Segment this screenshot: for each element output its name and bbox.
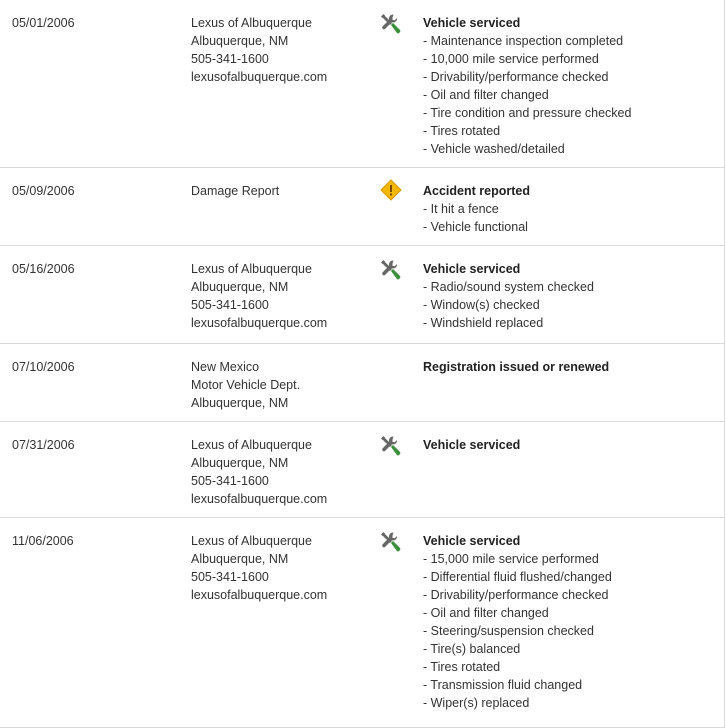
record-title: Vehicle serviced [423, 16, 521, 30]
detail-line: - Radio/sound system checked [423, 280, 594, 294]
source-line: lexusofalbuquerque.com [191, 588, 328, 602]
source-line: lexusofalbuquerque.com [191, 316, 328, 330]
detail-line: - Oil and filter changed [423, 88, 549, 102]
detail-line: - Windshield replaced [423, 316, 544, 330]
record-source [191, 260, 327, 332]
detail-line: - Tires rotated [423, 124, 501, 138]
record-date: 05/09/2006 [12, 184, 75, 198]
source-line: Lexus of Albuquerque [191, 16, 312, 30]
record-date: 07/10/2006 [12, 360, 75, 374]
record-source [191, 14, 327, 86]
detail-line: - It hit a fence [423, 202, 499, 216]
detail-line: - Steering/suspension checked [423, 624, 594, 638]
detail-line: - Vehicle functional [423, 220, 528, 234]
service-tools-icon [379, 12, 403, 36]
detail-line: - Drivability/performance checked [423, 588, 609, 602]
source-line: Lexus of Albuquerque [191, 438, 312, 452]
record-source [191, 182, 279, 200]
source-line: lexusofalbuquerque.com [191, 70, 328, 84]
record-date: 05/16/2006 [12, 262, 75, 276]
record-details [423, 260, 594, 332]
record-date: 11/06/2006 [12, 534, 74, 548]
record-source [191, 532, 327, 604]
detail-line: - Transmission fluid changed [423, 678, 583, 692]
detail-line: - Differential fluid flushed/changed [423, 570, 612, 584]
source-line: Lexus of Albuquerque [191, 262, 312, 276]
detail-line: - Tire(s) balanced [423, 642, 521, 656]
history-record [0, 344, 724, 422]
source-line: New Mexico [191, 360, 260, 374]
source-line: 505-341-1600 [191, 298, 269, 312]
history-record [0, 0, 724, 168]
detail-line: - Window(s) checked [423, 298, 540, 312]
record-details [423, 358, 609, 376]
detail-line: - Tire condition and pressure checked [423, 106, 632, 120]
record-title: Vehicle serviced [423, 534, 521, 548]
source-line: 505-341-1600 [191, 52, 269, 66]
record-title: Registration issued or renewed [423, 360, 610, 374]
source-line: Albuquerque, NM [191, 280, 289, 294]
source-line: Motor Vehicle Dept. [191, 378, 301, 392]
source-line: Albuquerque, NM [191, 552, 289, 566]
source-line: Lexus of Albuquerque [191, 534, 312, 548]
detail-line: - 10,000 mile service performed [423, 52, 599, 66]
warning-icon [379, 178, 403, 202]
record-title: Vehicle serviced [423, 438, 521, 452]
detail-line: - Oil and filter changed [423, 606, 549, 620]
record-date: 07/31/2006 [12, 438, 75, 452]
detail-line: - Vehicle washed/detailed [423, 142, 565, 156]
source-line: 505-341-1600 [191, 474, 269, 488]
source-line: Albuquerque, NM [191, 456, 289, 470]
history-record [0, 518, 724, 728]
detail-line: - Drivability/performance checked [423, 70, 609, 84]
service-tools-icon [379, 434, 403, 458]
record-date: 05/01/2006 [12, 16, 75, 30]
detail-line: - 15,000 mile service performed [423, 552, 599, 566]
service-tools-icon [379, 530, 403, 554]
record-details [423, 436, 520, 454]
source-line: Damage Report [191, 184, 280, 198]
record-source [191, 436, 327, 508]
source-line: Albuquerque, NM [191, 396, 289, 410]
record-details [423, 532, 612, 712]
history-record [0, 422, 724, 518]
record-details [423, 182, 530, 236]
record-details [423, 14, 631, 158]
detail-line: - Tires rotated [423, 660, 501, 674]
source-line: 505-341-1600 [191, 570, 269, 584]
service-tools-icon [379, 258, 403, 282]
history-record [0, 168, 724, 246]
history-record [0, 246, 724, 344]
record-title: Vehicle serviced [423, 262, 521, 276]
detail-line: - Wiper(s) replaced [423, 696, 530, 710]
record-source [191, 358, 300, 412]
record-title: Accident reported [423, 184, 530, 198]
source-line: Albuquerque, NM [191, 34, 289, 48]
detail-line: - Maintenance inspection completed [423, 34, 624, 48]
source-line: lexusofalbuquerque.com [191, 492, 328, 506]
